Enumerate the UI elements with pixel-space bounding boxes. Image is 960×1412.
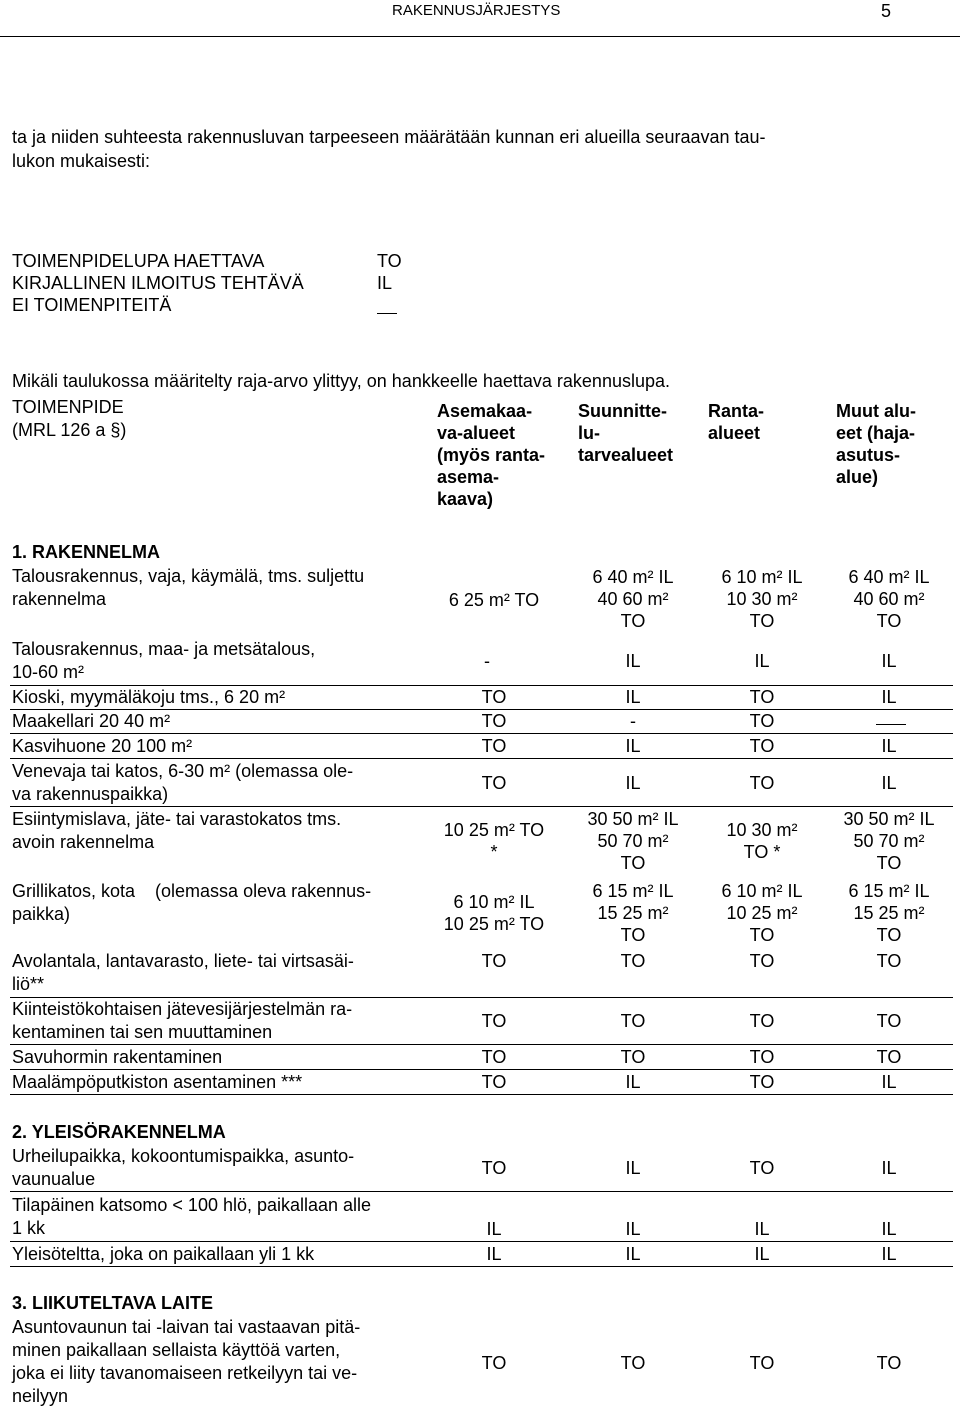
row-label [12, 808, 341, 854]
cell-value: TO [876, 1047, 902, 1067]
cell-value: TO [481, 1011, 507, 1031]
legend-code-il: IL [377, 273, 393, 293]
cell-value: IL [881, 736, 897, 756]
cell-value: TO [749, 736, 775, 756]
row-label-line: avoin rakennelma [12, 832, 155, 852]
cell-value: - [630, 711, 636, 731]
cell-value: TO [749, 1353, 775, 1373]
cell-value: TO [876, 1353, 902, 1373]
row-label [12, 1194, 371, 1240]
row-divider [10, 733, 953, 734]
row-divider [10, 1191, 953, 1192]
row-label-line: minen paikallaan sellaista käyttöä varten, [12, 1340, 341, 1360]
cell-value: IL [625, 1244, 641, 1264]
cell-value: 6 10 m² IL 10 25 m² TO [721, 881, 803, 945]
row-label [12, 760, 353, 806]
row-label-line: Talousrakennus, vaja, käymälä, tms. suljettu [12, 566, 365, 586]
row-label-line: Venevaja tai katos, 6-30 m² (olemassa ole- [12, 761, 354, 781]
row-label-line: kentaminen tai sen muuttaminen [12, 1022, 273, 1042]
row-label-line: vaunualue [12, 1169, 96, 1189]
head-col0-line1: TOIMENPIDE [12, 397, 124, 417]
row-label-line: Avolantala, lantavarasto, liete- tai virtsasäi- [12, 951, 354, 971]
cell-value: IL [881, 1219, 897, 1239]
cell-value: TO [481, 773, 507, 793]
header-title: RAKENNUSJÄRJESTYS [392, 2, 561, 19]
cell-value: TO [620, 1353, 646, 1373]
head-col1 [437, 400, 545, 510]
cell-value: TO [481, 1158, 507, 1178]
cell-value: 6 10 m² IL 10 30 m² TO [721, 567, 803, 631]
cell-value: TO [481, 1047, 507, 1067]
cell-value: IL [625, 1072, 641, 1092]
row-divider [10, 1094, 953, 1095]
cell-value: 10 30 m² TO * [726, 820, 798, 862]
cell-value: IL [754, 651, 770, 671]
cell-value: IL [625, 773, 641, 793]
row-label: Maakellari 20 40 m² [12, 711, 171, 731]
row-label-line: paikka) [12, 904, 71, 924]
head-col1-line: asema- [437, 467, 500, 487]
section-heading-2: 2. YLEISÖRAKENNELMA [12, 1122, 226, 1142]
head-col1-line: (myös ranta- [437, 445, 546, 465]
row-label-line: Kiinteistökohtaisen jätevesijärjestelmän ra- [12, 999, 353, 1019]
head-col4-line: eet (haja- [836, 423, 916, 443]
row-divider [10, 758, 953, 759]
header-rule [0, 36, 960, 37]
cell-value: TO [481, 736, 507, 756]
row-label: Maalämpöputkiston asentaminen *** [12, 1072, 303, 1092]
row-label [12, 950, 354, 996]
cell-value: IL [881, 651, 897, 671]
row-divider [10, 1044, 953, 1045]
row-label [12, 638, 315, 684]
row-label [12, 998, 352, 1044]
row-label-line: rakennelma [12, 589, 107, 609]
cell-value: - [484, 651, 490, 671]
cell-value: IL [881, 1072, 897, 1092]
cell-value: TO [876, 1011, 902, 1031]
page-number: 5 [881, 1, 892, 21]
row-label-line: Esiintymislava, jäte- tai varastokatos tms. [12, 809, 342, 829]
head-col3-line: Ranta- [708, 401, 765, 421]
cell-value: IL [881, 773, 897, 793]
cell-value: TO [749, 951, 775, 971]
cell-value: 6 25 m² TO [448, 590, 540, 610]
cell-value: TO [481, 711, 507, 731]
row-divider [10, 1069, 953, 1070]
cell-value: IL [881, 1158, 897, 1178]
row-label-line: Talousrakennus, maa- ja metsätalous, [12, 639, 316, 659]
cell-value: TO [749, 1158, 775, 1178]
row-label-line: Grillikatos, kota (olemassa oleva rakennus- [12, 881, 372, 901]
row-label [12, 1316, 360, 1408]
section-heading-3: 3. LIIKUTELTAVA LAITE [12, 1293, 213, 1313]
cell-value: TO [481, 951, 507, 971]
row-divider [10, 1266, 953, 1267]
cell-value: IL [625, 1158, 641, 1178]
section-heading-1: 1. RAKENNELMA [12, 542, 161, 562]
cell-value: TO [749, 1011, 775, 1031]
row-label: Yleisöteltta, joka on paikallaan yli 1 kk [12, 1244, 315, 1264]
row-label: Kasvihuone 20 100 m² [12, 736, 193, 756]
head-col2 [578, 400, 673, 466]
cell-value: TO [620, 1011, 646, 1031]
head-col1-line: va-alueet [437, 423, 516, 443]
cell-value: 30 50 m² IL 50 70 m² TO [843, 809, 935, 873]
cell-value: TO [749, 711, 775, 731]
head-col2-line: Suunnitte- [578, 401, 667, 421]
cell-value: 6 15 m² IL 15 25 m² TO [848, 881, 930, 945]
row-divider [10, 1241, 953, 1242]
cell-value: IL [625, 1219, 641, 1239]
cell-value: IL [881, 687, 897, 707]
row-label-line: 1 kk [12, 1218, 46, 1238]
cell-value: IL [881, 1244, 897, 1264]
row-label-line: neilyyn [12, 1386, 69, 1406]
head-col0-line2: (MRL 126 a §) [12, 420, 127, 440]
intro-line-2: lukon mukaisesti: [12, 151, 151, 171]
cell-value: IL [486, 1244, 502, 1264]
row-label-line: liö** [12, 974, 45, 994]
row-label-line: joka ei liity tavanomaiseen retkeilyyn tai ve- [12, 1363, 358, 1383]
cell-value: 6 40 m² IL 40 60 m² TO [592, 567, 674, 631]
intro-line-1: ta ja niiden suhteesta rakennusluvan tarpeeseen määrätään kunnan eri alueilla seuraavan tau- [12, 127, 766, 147]
running-header [0, 0, 960, 22]
row-label-line: Tilapäinen katsomo < 100 hlö, paikallaan alle [12, 1195, 372, 1215]
head-col4 [836, 400, 916, 488]
legend-label-to: TOIMENPIDELUPA HAETTAVA [12, 251, 265, 271]
head-col1-line: kaava) [437, 489, 494, 509]
head-col2-line: lu- [578, 423, 600, 443]
row-label [12, 1145, 354, 1191]
cell-value: TO [876, 951, 902, 971]
cell-value: TO [749, 773, 775, 793]
row-label-line: va rakennuspaikka) [12, 784, 169, 804]
row-label [12, 565, 364, 611]
row-label-line: 10-60 m² [12, 662, 85, 682]
cell-value: IL [625, 651, 641, 671]
row-label [12, 880, 371, 926]
cell-value: TO [481, 1353, 507, 1373]
cell-value: IL [486, 1219, 502, 1239]
note-text: Mikäli taulukossa määritelty raja-arvo ylittyy, on hankkeelle haettava rakennuslupa. [12, 371, 670, 391]
head-col4-line: alue) [836, 467, 879, 487]
legend-label-none: EI TOIMENPITEITÄ [12, 295, 172, 315]
cell-value: IL [754, 1219, 770, 1239]
head-col4-line: asutus- [836, 445, 901, 465]
cell-value: TO [749, 687, 775, 707]
cell-value: 6 15 m² IL 15 25 m² TO [592, 881, 674, 945]
cell-value: TO [749, 1072, 775, 1092]
cell-value: TO [481, 687, 507, 707]
row-label: Kioski, myymäläkoju tms., 6 20 m² [12, 687, 286, 707]
legend-code-to: TO [377, 251, 402, 271]
head-col3 [708, 400, 764, 444]
row-divider [10, 806, 953, 807]
cell-value: TO [620, 951, 646, 971]
row-label-line: Urheilupaikka, kokoontumispaikka, asunto- [12, 1146, 355, 1166]
head-col2-line: tarvealueet [578, 445, 674, 465]
cell-value: 6 40 m² IL 40 60 m² TO [848, 567, 930, 631]
head-col4-line: Muut alu- [836, 401, 916, 421]
cell-value: 30 50 m² IL 50 70 m² TO [587, 809, 679, 873]
cell-value: 10 25 m² TO * [443, 820, 545, 862]
row-label-line: Asuntovaunun tai -laivan tai vastaavan pitä- [12, 1317, 361, 1337]
cell-value: IL [625, 687, 641, 707]
cell-value: TO [481, 1072, 507, 1092]
cell-dash [876, 724, 906, 725]
legend-label-il: KIRJALLINEN ILMOITUS TEHTÄVÄ [12, 273, 304, 293]
head-col1-line: Asemakaa- [437, 401, 533, 421]
cell-value: TO [749, 1047, 775, 1067]
cell-value: TO [620, 1047, 646, 1067]
cell-value: 6 10 m² IL 10 25 m² TO [443, 892, 545, 934]
row-label: Savuhormin rakentaminen [12, 1047, 223, 1067]
cell-value: IL [754, 1244, 770, 1264]
head-col3-line: alueet [708, 423, 761, 443]
legend-dash [377, 313, 397, 314]
cell-value: IL [625, 736, 641, 756]
